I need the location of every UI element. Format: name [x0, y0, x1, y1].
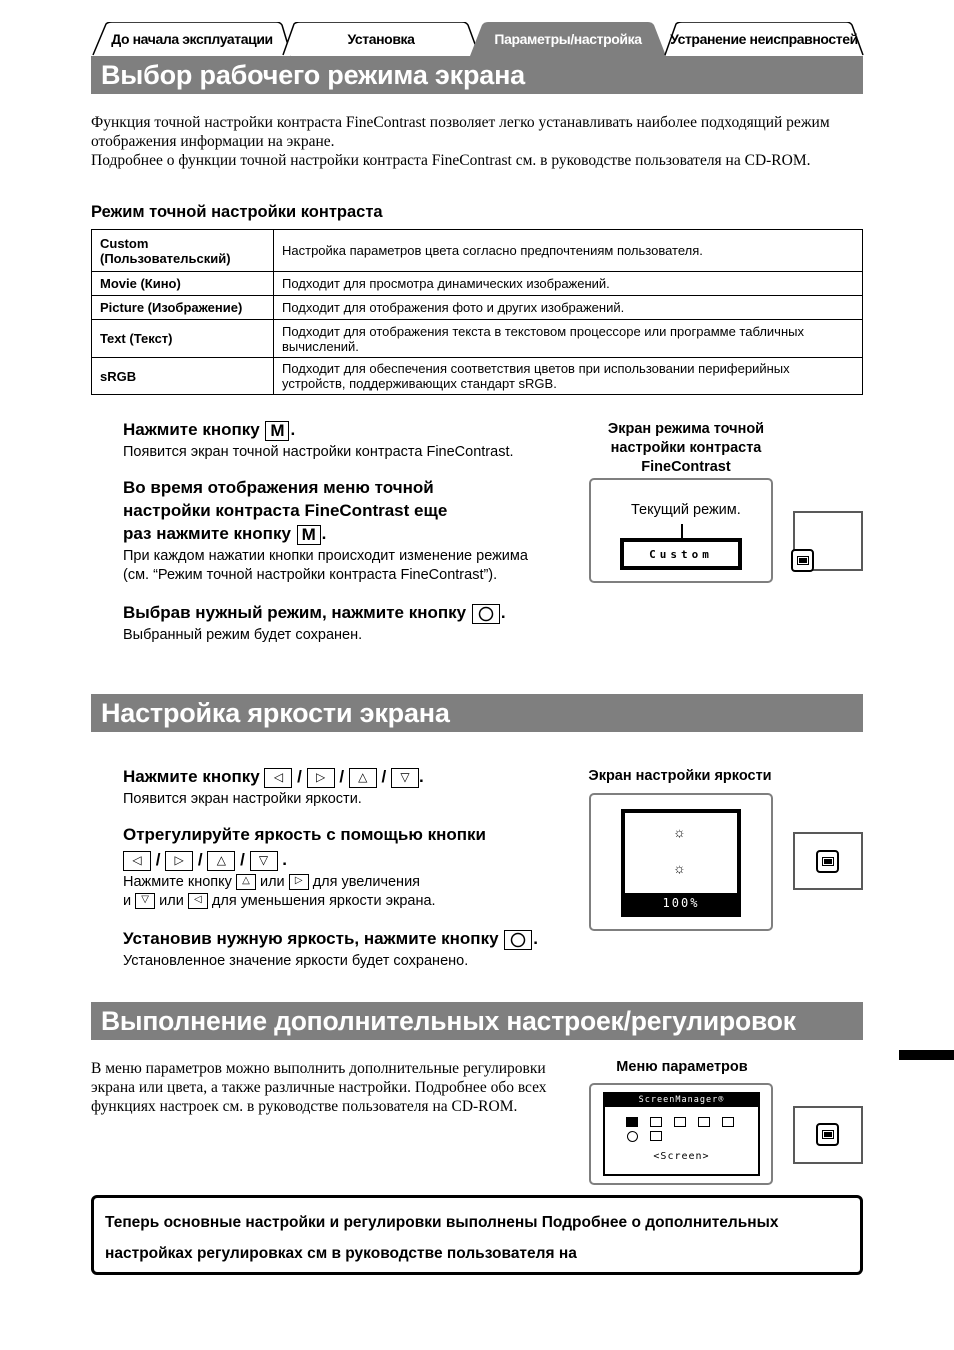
tab-label: Устранение неисправностей [670, 31, 858, 47]
brightness-screen [589, 793, 773, 931]
options-menu-osd [603, 1092, 760, 1176]
sun-icon: ☼ [673, 860, 686, 876]
mode-desc: Подходит для отображения фото и других изображений. [274, 296, 863, 320]
figure-caption: Экран настройки яркости [588, 768, 772, 784]
step-heading: Нажмите кнопку M . [123, 420, 296, 440]
table-row [92, 320, 863, 358]
up-arrow-icon: △ [236, 874, 256, 890]
intro-paragraph: Функция точной настройки контраста FineContrast позволяет легко устанавливать наиболее подходящий режим отображения информации на экране. [91, 114, 830, 150]
monitor-button-icon [816, 1123, 839, 1146]
intro-text [91, 113, 863, 170]
mode-desc: Подходит для отображения текста в текстовом процессоре или программе табличных вычислений. [274, 320, 863, 358]
menu-selected: <Screen> [653, 1151, 710, 1162]
mode-name: sRGB [92, 358, 274, 395]
mode-desc: Настройка параметров цвета согласно предпочтениям пользователя. [274, 230, 863, 272]
up-arrow-icon: △ [207, 851, 235, 871]
down-arrow-icon: ▽ [135, 893, 155, 909]
current-mode-value: Custom [620, 538, 742, 570]
step-heading: Установив нужную яркость, нажмите кнопку . [123, 929, 539, 948]
menu-title: ScreenManager® [605, 1094, 758, 1107]
mode-name: Picture (Изображение) [92, 296, 274, 320]
step-heading: Выбрав нужный режим, нажмите кнопку . [123, 603, 506, 622]
color-icon [650, 1117, 662, 1127]
figure-caption: Экран режима точной настройки контраста FineContrast [607, 421, 765, 475]
tab-installation[interactable] [282, 22, 480, 56]
step-text: Установленное значение яркости будет сохранено. [123, 953, 469, 969]
tab-troubleshooting[interactable] [664, 22, 864, 56]
section3-text: В меню параметров можно выполнить дополнительные регулировки экрана или цвета, а также различные настройки. Подробнее обо всех функциях настроек см. в руководстве пользователя на CD-ROM. [91, 1060, 547, 1115]
tab-bar [92, 22, 864, 56]
down-arrow-icon: ▽ [391, 768, 419, 788]
right-arrow-icon: ▷ [307, 768, 335, 788]
image-icon [674, 1117, 686, 1127]
m-key-icon: M [297, 525, 321, 545]
up-arrow-icon: △ [349, 768, 377, 788]
modes-table [91, 229, 863, 395]
monitor-button-icon [816, 850, 839, 873]
finecontrast-screen [589, 478, 773, 583]
step-text: Нажмите кнопку △ или ▷ для увеличения и ▽ или ◁ для уменьшения яркости экрана. [123, 874, 436, 909]
sun-icon: ☼ [673, 824, 686, 840]
step-text: Появится экран точной настройки контраста FineContrast. [123, 444, 514, 460]
tab-label: Параметры/настройка [494, 31, 642, 47]
options-menu-screen [589, 1083, 773, 1185]
down-arrow-icon: ▽ [250, 851, 278, 871]
table-row [92, 358, 863, 395]
mode-desc: Подходит для просмотра динамических изображений. [274, 272, 863, 296]
brightness-osd [621, 809, 741, 917]
tab-before-use[interactable] [92, 22, 292, 56]
enter-key-icon [472, 604, 500, 624]
mode-desc: Подходит для обеспечения соответствия цветов при использовании периферийных устройств, поддерживающих стандарт sRGB. [274, 358, 863, 395]
power-icon [698, 1117, 710, 1127]
note-box: Теперь основные настройки и регулировки выполнены Подробнее о дополнительных настройках регулировках см в руководстве пользователя на [91, 1195, 863, 1275]
step-heading: Отрегулируйте яркость с помощью кнопки ◁ / ▷ / △ / ▽ . [123, 825, 486, 869]
page-marker [899, 1050, 954, 1060]
section-title: Настройка яркости экрана [91, 694, 863, 732]
screen-icon [626, 1117, 638, 1127]
step-text: Выбранный режим будет сохранен. [123, 627, 363, 643]
step-text: Появится экран настройки яркости. [123, 791, 362, 807]
globe-icon [627, 1131, 638, 1142]
table-row [92, 272, 863, 296]
m-key-icon: M [265, 421, 289, 441]
step-heading: Во время отображения меню точной настройки контраста FineContrast еще раз нажмите кнопку M . [123, 478, 448, 544]
step-heading: Нажмите кнопку ◁ / ▷ / △ / ▽ . [123, 767, 424, 786]
current-mode-label: Текущий режим. [631, 502, 741, 518]
left-arrow-icon: ◁ [264, 768, 292, 788]
step-text: При каждом нажатии кнопки происходит изменение режима (см. “Режим точной настройки контраста FineContrast”). [123, 548, 528, 583]
enter-key-icon [504, 930, 532, 950]
section-title: Выполнение дополнительных настроек/регулировок [91, 1002, 863, 1040]
step-list [123, 418, 573, 645]
left-arrow-icon: ◁ [123, 851, 151, 871]
table-row [92, 230, 863, 272]
tab-parameters[interactable] [470, 22, 666, 56]
section-title: Выбор рабочего режима экрана [91, 56, 863, 94]
step-list [123, 765, 583, 971]
brightness-value: 100% [625, 893, 737, 913]
left-arrow-icon: ◁ [188, 893, 208, 909]
table-title: Режим точной настройки контраста [91, 203, 383, 221]
tab-label: До начала эксплуатации [111, 31, 273, 47]
monitor-button-icon [791, 549, 814, 572]
intro-paragraph: Подробнее о функции точной настройки контраста FineContrast см. в руководстве пользователя на CD-ROM. [91, 152, 811, 169]
mode-name: Movie (Кино) [92, 272, 274, 296]
figure-caption: Меню параметров [616, 1059, 748, 1075]
right-arrow-icon: ▷ [289, 874, 309, 890]
right-arrow-icon: ▷ [165, 851, 193, 871]
tab-label: Установка [347, 31, 415, 47]
table-row [92, 296, 863, 320]
others-icon [722, 1117, 734, 1127]
mode-name: Text (Текст) [92, 320, 274, 358]
info-icon [650, 1131, 662, 1141]
mode-name: Custom (Пользовательский) [92, 230, 274, 272]
